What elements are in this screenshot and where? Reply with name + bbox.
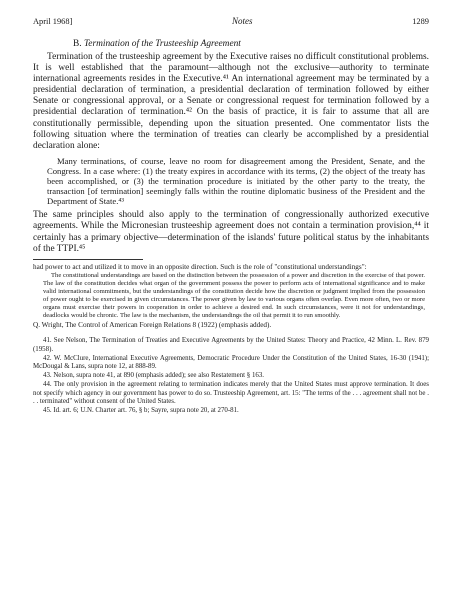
footnote-spacer [33,329,429,336]
footnote-41: 41. See Nelson, The Termination of Treaties and Executive Agreements by the United States: Theory and Practice, 42 Minn. L. Rev. 879 (1958). [33,337,429,353]
footnote-45: 45. Id. art. 6; U.N. Charter art. 76, § b; Sayre, supra note 20, at 270-81. [43,406,239,414]
document-page [33,16,429,415]
footnote-citation: Q. Wright, The Control of American Foreign Relations 8 (1922) (emphasis added). [33,320,272,329]
page-number: 1289 [412,17,429,26]
section-heading [33,39,429,49]
header-title: Notes [232,16,253,26]
footnote-43: 43. Nelson, supra note 41, at 890 (emphasis added); see also Restatement § 163. [43,372,265,380]
footnote-divider [33,259,143,260]
footnote-44: 44. The only provision in the agreement relating to termination indicates merely that the United States must approve termination. It does not specify which agency in our government has power to do so. Trusteeship Agreement, art. 15: "The terms of the . . . agreement shall not be . . . terminated" without consent of the United States. [33,381,429,405]
section-label: B. [73,39,82,49]
block-quote: Many terminations, of course, leave no room for disagreement among the President, Senate, and the Congress. In a case where: (1) the treaty expires in accordance with its terms, (2) the object of the treaty has been accomplished, or (3) the termination procedure is initiated by the other party to the treaty, the transaction [of termination] seemingly falls within the routine diplomatic business of the President and the Department of State.⁴³ [47,155,425,207]
footnote-quote: The constitutional understandings are based on the distinction between the possession of a power and discretion in the exercise of that power. The law of the constitution decides what organ of the government possess the power to perform acts of international significance and to make valid international commitments, but the understandings of the constitution decide how the discretion or judgment implied from the possession of power ought to be exercised in given circumstances. The power given by law to various organs often overlap. Even more often, two or more organs must exercise their powers in cooperation in order to achieve a desired end. In such circumstances, were it not for understandings, deadlocks would be chronic. The law is the mechanism, the understandings the oil that permit it to run smoothly. [43,272,425,319]
body-paragraph-2: The same principles should also apply to the termination of congressionally authorized executive agreements. While the Micronesian trusteeship agreement does not contain a termination provision,⁴⁴ it certainly has a primary objective—determination of the islands' future political status by the inhabitants of the TTPI.⁴⁵ [33,210,429,254]
header-date: April 1968] [33,17,73,26]
footnote-42: 42. W. McClure, International Executive Agreements, Democratic Procedure Under the Constitution of the United States, 16-30 (1941); McDougal & Lans, supra note 12, at 888-89. [33,354,429,370]
section-title: Termination of the Trusteeship Agreement [83,39,241,49]
running-header [33,16,429,27]
body-paragraph-1: Termination of the trusteeship agreement by the Executive raises no difficult constitutional problems. It is well established that the paramount—although not the exclusive—authority to terminate international agreements resides in the Executive.⁴¹ An international agreement may be terminated by a presidential declaration of termination, a presidential declaration of termination followed by either Senate or congressional approval, or a Senate or congressional request for termination followed by a presidential declaration of termination.⁴² On the basis of practice, it is fair to assume that all are constitutionally permissible, depending upon the situation presented. One commentator lists the following situation where the termination of treaties can clearly be accomplished by a presidential declaration alone: [33,52,429,151]
footnote-continuation: had power to act and utilized it to move in an opposite direction. Such is the role of "constitutional understandings": [33,262,367,271]
